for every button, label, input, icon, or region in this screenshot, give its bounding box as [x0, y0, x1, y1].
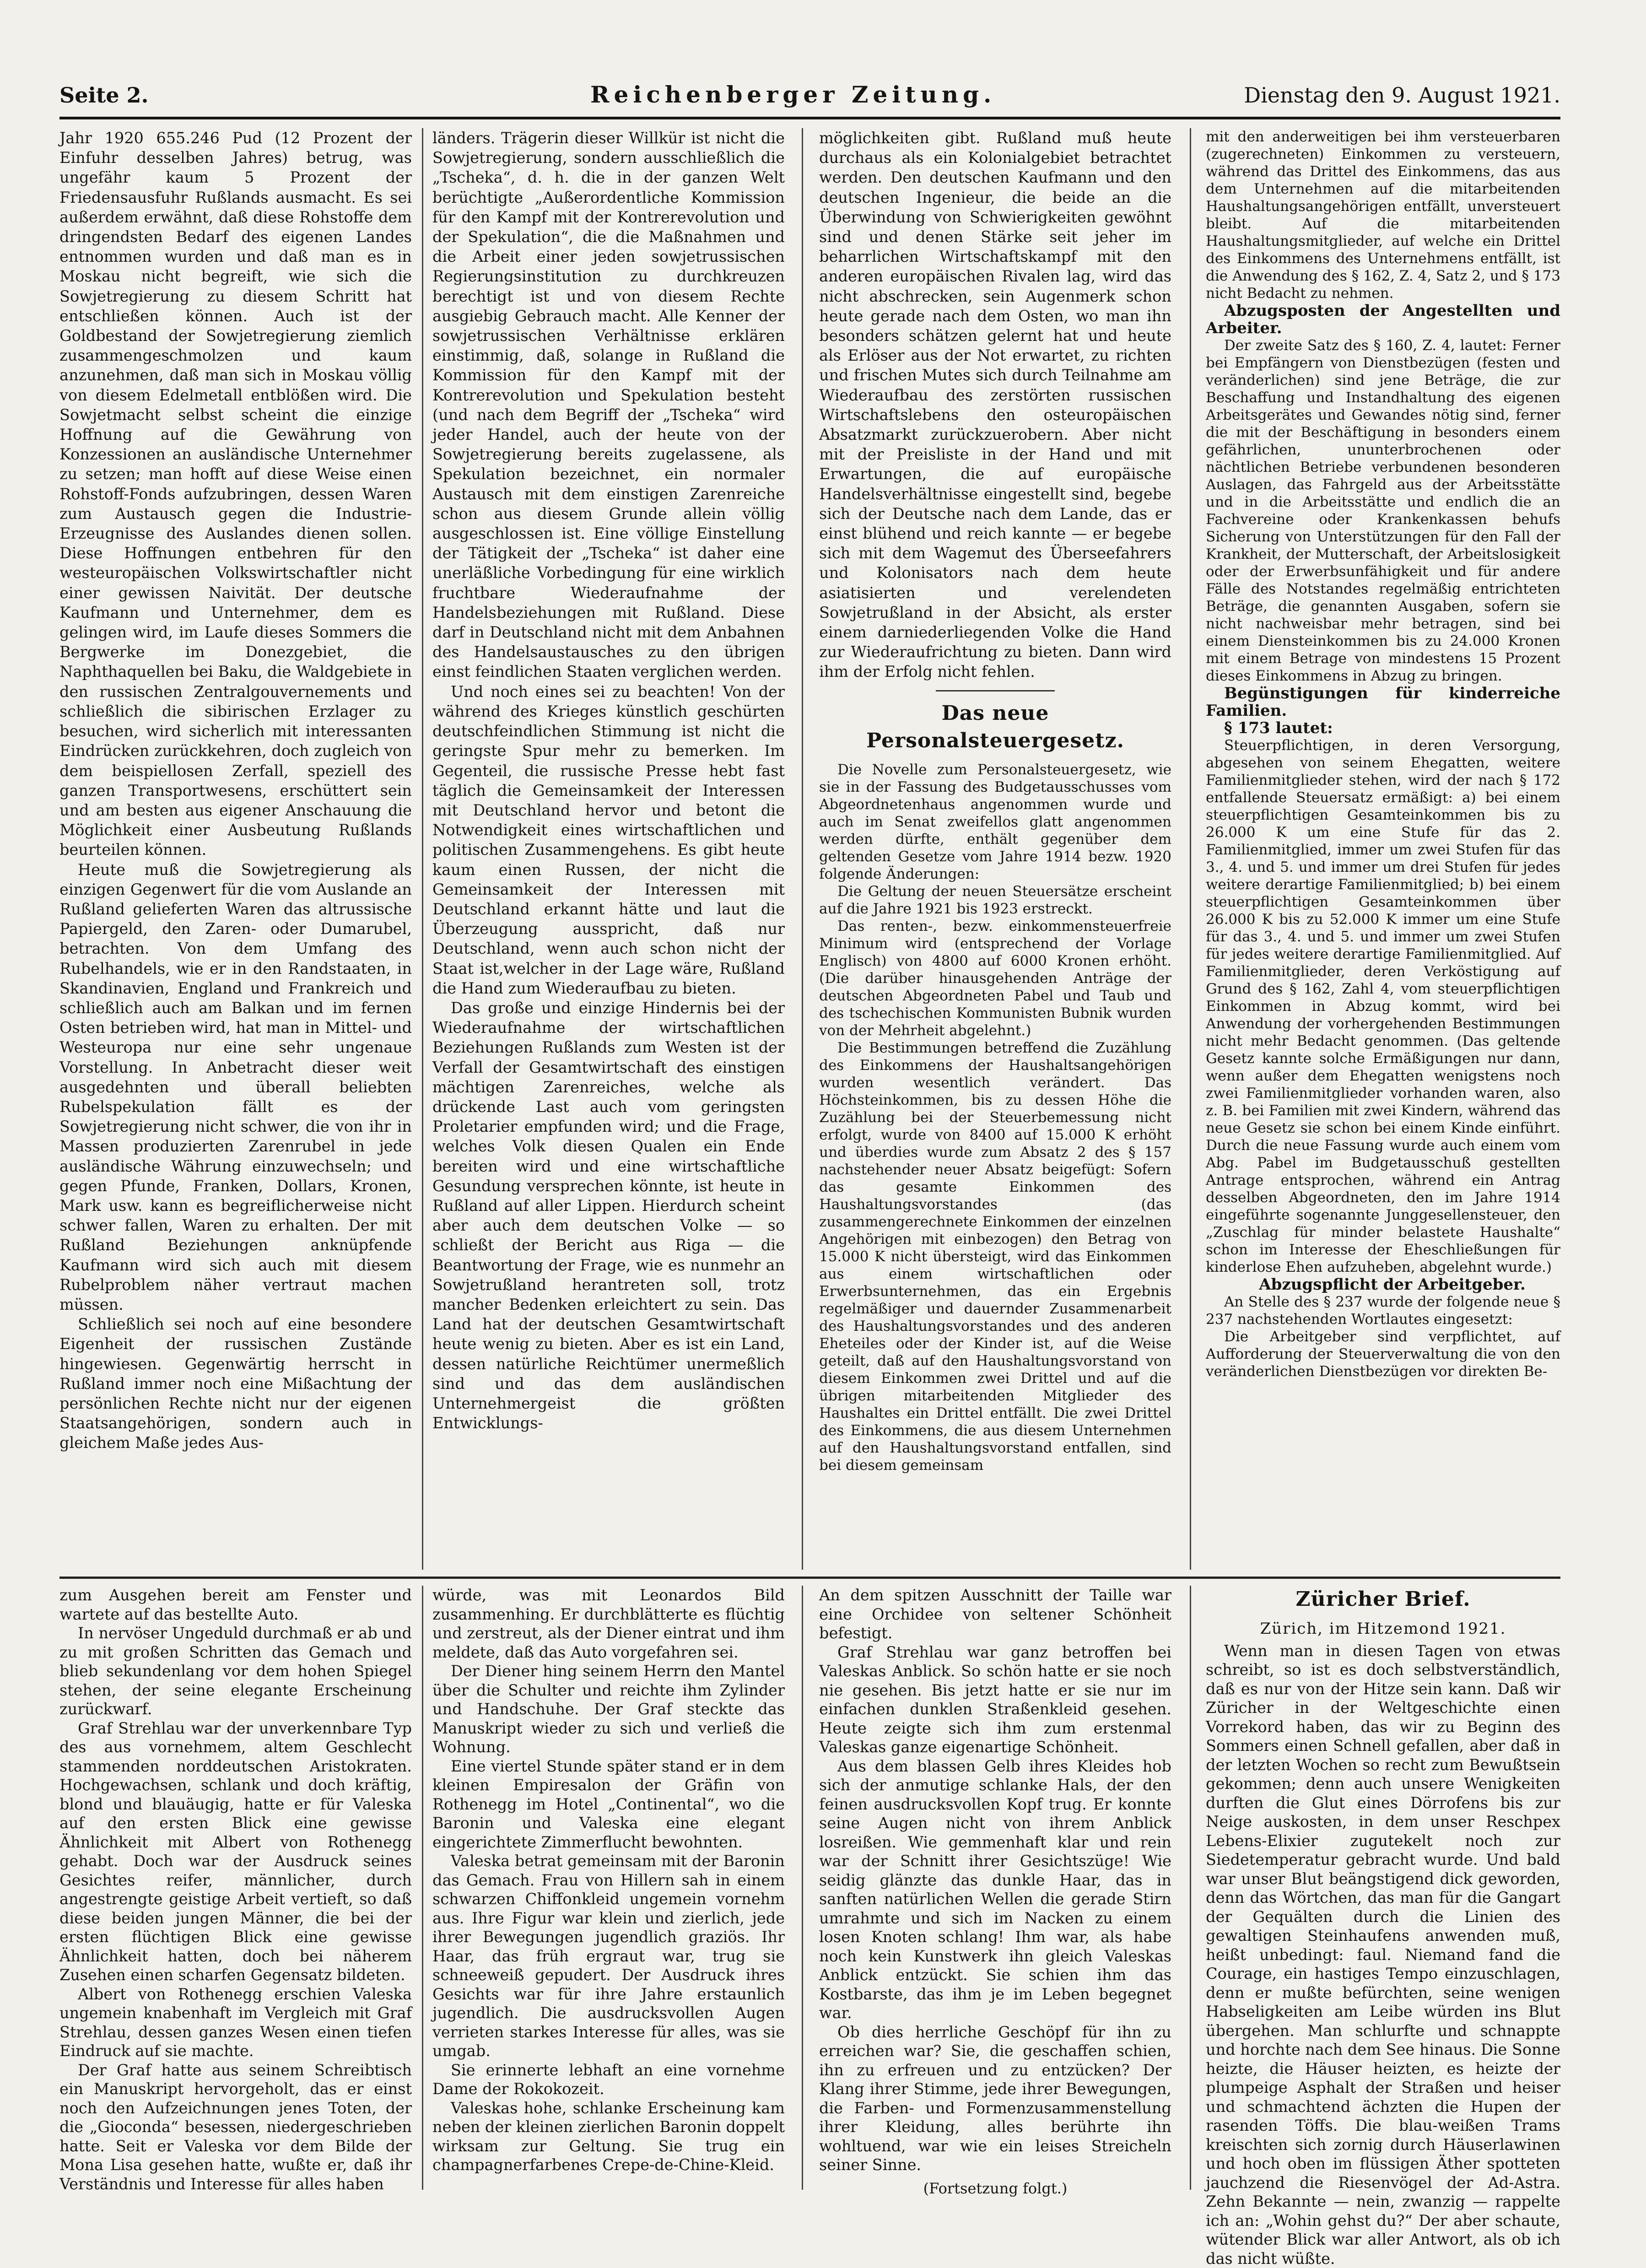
page-number: Seite 2. — [59, 83, 149, 108]
paragraph: würde, was mit Leonardos Bild zusammenhing. Er durchblätterte es flüchtig und zerstreut, als der Diener eintrat und ihm meldete, daß das Auto vorgefahren sei. — [432, 1586, 785, 1662]
feuilleton-column-1 — [59, 1586, 412, 2190]
paragraph: Schließlich sei noch auf eine besondere Eigenheit der russischen Zustände hingewiesen. Gegenwärtig herrscht in Rußland immer noch eine Mißachtung der persönlichen Rechte nicht nur der eigenen Staatsangehörigen, sondern auch in gleichem Maße jedes Aus- — [59, 1314, 412, 1453]
dateline: Zürich, im Hitzemond 1921. — [1206, 1620, 1560, 1639]
column-divider — [1190, 128, 1191, 1570]
section-subheading: § 173 lautet: — [1206, 719, 1560, 737]
column-divider — [422, 1586, 423, 2190]
paragraph: möglichkeiten gibt. Rußland muß heute durchaus als ein Kolonialgebiet betrachtet werden. Den deutschen Kaufmann und den deutschen Ingenieur, die beide an die Überwindung von Schwierigkeiten gewöhnt sind und denen Stärke seit jeher im beharrlichen Wirtschaftskampf mit den anderen europäischen Rivalen lag, wird das nicht abschrecken, sein Augenmerk schon heute gerade nach dem Osten, wo man ihn besonders schätzen gelernt hat und heute als Erlöser aus der Not erwartet, zu richten und frischen Mutes sich durch Teilnahme am Wiederaufbau des zerstörten russischen Wirtschaftslebens den osteuropäischen Absatzmarkt zurückzuerobern. Aber nicht mit der Preisliste in der Hand und mit Erwartungen, die auf europäische Handelsverhältnisse eingestellt sind, begebe sich der Deutsche nach dem Lande, das er einst blühend und reich kannte — er begebe sich mit dem Wagemut des Überseefahrers und Kolonisators nach dem heute asiatisierten und verelendeten Sowjetrußland in der Absicht, als erster einem darniederliegenden Volke die Hand zur Wiederaufrichtung zu bieten. Dann wird ihm der Erfolg nicht fehlen. — [819, 128, 1171, 682]
paragraph: Die Novelle zum Personalsteuergesetz, wie sie in der Fassung des Budgetausschusses vom Abgeordnetenhaus angenommen wurde und auch im Senat zweifellos glatt angenommen werden dürfte, enthält gegenüber dem geltenden Gesetze vom Jahre 1914 bezw. 1920 folgende Änderungen: — [819, 761, 1171, 883]
feuilleton-divider — [59, 1577, 1560, 1579]
feuilleton-column-3 — [819, 1586, 1171, 2190]
article-heading: Das neue Personalsteuergesetz. — [819, 700, 1171, 755]
article-column-3 — [819, 128, 1171, 1570]
paragraph: Eine viertel Stunde später stand er in dem kleinen Empiresalon der Gräfin von Rothenegg im Hotel „Continental“, wo die Baronin und Valeska eine elegant eingerichtete Zimmerflucht bewohnten. — [432, 1757, 785, 1852]
newspaper-title: Reichenberger Zeitung. — [590, 81, 996, 108]
paragraph: Valeskas hohe, schlanke Erscheinung kam neben der kleinen zierlichen Baronin doppelt wirksam zur Geltung. Sie trug ein champagnerfarbenes Crepe-de-Chine-Kleid. — [432, 2099, 785, 2175]
paragraph: Ob dies herrliche Geschöpf für ihn zu erreichen war? Sie, die geschaffen schien, ihn zu erfreuen und zu entzücken? Der Klang ihrer Stimme, jede ihrer Bewegungen, die Farben- und Formenzusammenstellung ihrer Kleidung, alles berührte ihn wohltuend, war wie ein leises Streicheln seiner Sinne. — [819, 2023, 1171, 2175]
issue-date: Dienstag den 9. August 1921. — [1244, 83, 1560, 108]
paragraph: An dem spitzen Ausschnitt der Taille war eine Orchidee von seltener Schönheit befestigt. — [819, 1586, 1171, 1643]
article-column-4 — [1206, 128, 1560, 1570]
article-body — [819, 761, 1171, 1474]
paragraph: Aus dem blassen Gelb ihres Kleides hob sich der anmutige schlanke Hals, der den feinen ausdrucksvollen Kopf trug. Er konnte seine Augen nicht von ihrem Anblick losreißen. Wie gemmenhaft klar und rein war der Schnitt ihrer Gesichtszüge! Wie seidig glänzte das dunkle Haar, das in sanften natürlichen Wellen die gerade Stirn umrahmte und sich im Nacken zu einem losen Knoten schlang! Ihm war, als habe noch kein Kunstwerk ihn gleich Valeskas Anblick entzückt. Sie schien ihm das Kostbarste, das ihm je im Leben begegnet war. — [819, 1757, 1171, 2023]
article-heading: Züricher Brief. — [1206, 1586, 1560, 1613]
column-divider — [422, 128, 423, 1570]
paragraph: Heute muß die Sowjetregierung als einzigen Gegenwert für die vom Auslande an Rußland gelieferten Waren das altrussische Papiergeld, den Zaren- oder Dumarubel, betrachten. Von dem Umfang des Rubelhandels, wie er in den Randstaaten, in Skandinavien, England und Frankreich und schließlich auch am Balkan und im fernen Osten betrieben wird, hat man in Mittel- und Westeuropa nur eine sehr ungenaue Vorstellung. In Anbetracht dieser weit ausgedehnten und überall beliebten Rubelspekulation fällt es der Sowjetregierung nicht schwer, die von ihr in Massen produzierten Zarenrubel in jede ausländische Währung einzuwechseln; und gegen Pfunde, Franken, Dollars, Kronen, Mark usw. kann es begreiflicherweise nicht schwer fallen, Waren zu erhalten. Der mit Rußland Beziehungen anknüpfende Kaufmann wird sich auch mit diesem Rubelproblem näher vertraut machen müssen. — [59, 860, 412, 1315]
column-divider — [802, 1586, 803, 2190]
paragraph: An Stelle des § 237 wurde der folgende neue § 237 nachstehenden Wortlautes eingesetzt: — [1206, 1293, 1560, 1328]
paragraph: Und noch eines sei zu beachten! Von der während des Krieges künstlich geschürten deutschfeindlichen Stimmung ist nicht die geringste Spur mehr zu bemerken. Im Gegenteil, die russische Presse hebt fast täglich die Gemeinsamkeit der Interessen mit Deutschland hervor und betont die Notwendigkeit eines wirtschaftlichen und politischen Zusammengehens. Es gibt heute kaum einen Russen, der nicht die Gemeinsamkeit der Interessen mit Deutschland erkannt hätte und laut die Überzeugung ausspricht, daß nur Deutschland, wenn auch schon nicht der Staat ist,welcher in der Lage wäre, Rußland die Hand zum Wiederaufbau zu bieten. — [432, 682, 785, 998]
paragraph: In nervöser Ungeduld durchmaß er ab und zu mit großen Schritten das Gemach und blieb sekundenlang vor dem hohen Spiegel stehen, der seine elegante Erscheinung zurückwarf. — [59, 1624, 412, 1719]
paragraph: Das renten-, bezw. einkommensteuerfreie Minimum wird (entsprechend der Vorlage Englisch) von 4800 auf 6000 Kronen erhöht. (Die darüber hinausgehenden Anträge der deutschen Abgeordneten Pabel und Taub und des tschechischen Kommunisten Bubnik wurden von der Mehrheit abgelehnt.) — [819, 918, 1171, 1039]
paragraph: Graf Strehlau war ganz betroffen bei Valeskas Anblick. So schön hatte er sie noch nie gesehen. Bis jetzt hatte er sie nur im einfachen dunklen Straßenkleid gesehen. Heute zeigte sich ihm zum erstenmal Valeskas ganze eigenartige Schönheit. — [819, 1643, 1171, 1757]
paragraph: Steuerpflichtigen, in deren Versorgung, abgesehen von seinem Ehegatten, weitere Familienmitglieder stehen, wird der nach § 172 entfallende Steuersatz ermäßigt: a) bei einem steuerpflichtigen Gesamteinkommen bis zu 26.000 K um eine Stufe für das 2. Familienmitglied, immer um zwei Stufen für das 3., 4. und 5. und immer um drei Stufen für jedes weitere derartige Familienmitglied; b) bei einem steuerpflichtigen Gesamteinkommen über 26.000 K bis zu 52.000 K immer um eine Stufe für das 3., 4. und 5. und immer um zwei Stufen für jedes weitere derartige Familienmitglied. Auf Familienmitglieder, deren Verköstigung auf Grund des § 162, Zahl 4, vom steuerpflichtigen Einkommen in Abzug kommt, wird bei Anwendung der vorhergehenden Bestimmungen nicht mehr Bedacht genommen. (Das geltende Gesetz kannte solche Ermäßigungen nur dann, wenn außer dem Ehegatten wenigstens noch zwei Familienmitglieder vorhanden waren, also z. B. bei Familien mit zwei Kindern, während das neue Gesetz sie schon bei einem Kinde einführt. Durch die neue Fassung wurde auch einem vom Abg. Pabel im Budgetausschuß gestellten Antrage entsprochen, während ein Antrag desselben Abgeordneten, den im Jahre 1914 eingeführte sogenannte Junggesellensteuer, den „Zuschlag für minder belastete Haushalte“ schon im Interesse der Eheschließungen für kinderlose Ehen aufzuheben, abgelehnt wurde.) — [1206, 737, 1560, 1276]
masthead — [59, 80, 1560, 119]
article-column-2 — [432, 128, 785, 1570]
article-separator — [936, 690, 1055, 691]
feuilleton-column-4 — [1206, 1586, 1560, 2190]
paragraph: Der Graf hatte aus seinem Schreibtisch ein Manuskript hervorgeholt, das er einst noch den Aufzeichnungen jenes Toten, der die „Gioconda“ besessen, niedergeschrieben hatte. Seit er Valeska vor dem Bilde der Mona Lisa gesehen hatte, wußte er, daß ihr Verständnis und Interesse für alles haben — [59, 2061, 412, 2194]
paragraph: Der zweite Satz des § 160, Z. 4, lautet: Ferner bei Empfängern von Dienstbezügen (festen und veränderlichen) sind jene Beträge, die zur Beschaffung und Instandhaltung des eigenen Arbeitsgerätes und Gewandes nötig sind, ferner die mit der Beschäftigung in besonders einem gefährlichen, ununterbrochenen oder nächtlichen Betriebe verbundenen besonderen Auslagen, das Fahrgeld aus der Arbeitsstätte und in die Arbeitsstätte und endlich die an Fachvereine oder Krankenkassen behufs Sicherung von Unterstützungen für den Fall der Krankheit, der Mutterschaft, der Arbeitslosigkeit oder der Erwerbsunfähigkeit und für andere Fälle des Notstandes regelmäßig entrichteten Beträge, die genannten Ausgaben, sofern sie nicht nachweisbar mehr betragen, sind bei einem Diensteinkommen bis zu 24.000 Kronen mit einem Betrage von mindestens 15 Prozent dieses Einkommens in Abzug zu bringen. — [1206, 337, 1560, 685]
paragraph: mit den anderweitigen bei ihm versteuerbaren (zugerechneten) Einkommen zu versteuern, während das Drittel des Einkommens, das aus dem Unternehmen auf die mitarbeitenden Haushaltungsangehörigen entfällt, unversteuert bleibt. Auf die mitarbeitenden Haushaltungsmitglieder, auf welche ein Drittel des Einkommens des Unternehmens entfällt, ist die Anwendung des § 162, Z. 4, Satz 2, und § 173 nicht Bedacht zu nehmen. — [1206, 128, 1560, 302]
paragraph: länders. Trägerin dieser Willkür ist nicht die Sowjetregierung, sondern ausschließlich die „Tscheka“, d. h. die in der ganzen Welt berüchtigte „Außerordentliche Kommission für den Kampf mit der Kontrerevolution und der Spekulation“, die die Maßnahmen und die Arbeit einer jeden sowjetrussischen Regierungsinstitution zu durchkreuzen berechtigt ist und von diesem Rechte ausgiebig Gebrauch macht. Alle Kenner der sowjetrussischen Verhältnisse erklären einstimmig, daß, solange in Rußland die Kommission für den Kampf mit der Kontrerevolution und Spekulation besteht (und nach dem Begriff der „Tscheka“ wird jeder Handel, auch der heute von der Sowjetregierung bereits zugelassene, als Spekulation bezeichnet, ein normaler Austausch mit dem einstigen Zarenreiche schon aus diesem Grunde allein völlig ausgeschlossen ist. Eine völlige Einstellung der Tätigkeit der „Tscheka“ ist daher eine unerläßliche Vorbedingung für eine wirklich fruchtbare Wiederaufnahme der Handelsbeziehungen mit Rußland. Diese darf in Deutschland nicht mit dem Anbahnen des Handelsaustausches zu den übrigen einst feindlichen Staaten verglichen werden. — [432, 128, 785, 682]
paragraph: zum Ausgehen bereit am Fenster und wartete auf das bestellte Auto. — [59, 1586, 412, 1624]
continuation-note: (Fortsetzung folgt.) — [819, 2179, 1171, 2198]
paragraph: Die Geltung der neuen Steuersätze erscheint auf die Jahre 1921 bis 1923 erstreckt. — [819, 883, 1171, 918]
section-subheading: Abzugspflicht der Arbeitgeber. — [1206, 1276, 1560, 1293]
column-divider — [802, 128, 803, 1570]
column-divider — [1190, 1586, 1191, 2190]
section-subheading: Abzugsposten der Angestellten und Arbeiter. — [1206, 302, 1560, 337]
feuilleton-column-2 — [432, 1586, 785, 2190]
paragraph: Wenn man in diesen Tagen von etwas schreibt, so ist es doch selbstverständlich, daß es nur von der Hitze sein kann. Daß wir Züricher in der Weltgeschichte einen Vorrekord haben, das wir zu Beginn des Sommers einen Schnell gefallen, aber daß in der letzten Wochen so recht zum Bewußtsein gekommen; denn auch unsere Wenigkeiten durften die Glut eines Dörrofens bis zur Neige auskosten, in dem unser Reschpex Lebens-Elixier zugutekelt noch zur Siedetemperatur gebracht wurde. Und bald war unser Blut beängstigend dick geworden, denn das Wörtchen, das man für die Gangart der Gequälten durch die Linien des gewaltigen Steinhaufens anwenden muß, heißt unbedingt: faul. Niemand fand die Courage, ein hastiges Tempo einzuschlagen, denn er mußte befürchten, seine wenigen Habseligkeiten am Leibe würden ins Blut übergehen. Man schlurfte und schnappte und horchte nach dem See hinaus. Die Sonne heizte, die Häuser heizten, es heizte der plumpeige Asphalt der Straßen und heiser und schmachtend ächzten die Hupen der rasenden Töffs. Die blau-weißen Trams kreischten sich zornig durch Häuserlawinen und hoch oben im flüssigen Äther spotteten jauchzend die Riesenvögel der Ad-Astra. Zehn Bekannte — nein, zwanzig — rappelte ich an: „Wohin gehst du?“ Der aber schaute, wütender Blick war aller Antwort, als ob ich das nicht wüßte. — [1206, 1642, 1560, 2268]
paragraph: Graf Strehlau war der unverkennbare Typ des aus vornehmem, altem Geschlecht stammenden norddeutschen Aristokraten. Hochgewachsen, schlank und doch kräftig, blond und blauäugig, hatte er für Valeska auf den ersten Blick eine gewisse Ähnlichkeit mit Albert von Rothenegg gehabt. Doch war der Ausdruck seines Gesichtes reifer, männlicher, durch angestrengte geistige Arbeit vertieft, so daß diese beiden jungen Männer, die bei der ersten flüchtigen Blick eine gewisse Ähnlichkeit hatten, doch bei näherem Zusehen einen scharfen Gegensatz bildeten. — [59, 1719, 412, 1985]
article-column-1 — [59, 128, 412, 1570]
section-subheading: Begünstigungen für kinderreiche Familien. — [1206, 685, 1560, 719]
paragraph: Das große und einzige Hindernis bei der Wiederaufnahme der wirtschaftlichen Beziehungen Rußlands zum Westen ist der Verfall der Gesamtwirtschaft des einstigen mächtigen Zarenreiches, welche als drückende Last auch vom geringsten Proletarier empfunden wird; und die Frage, welches Volk diesen Qualen ein Ende bereiten wird und eine wirtschaftliche Gesundung versprechen könnte, ist heute in Rußland auf aller Lippen. Hierdurch scheint aber auch dem deutschen Volke — so schließt der Bericht aus Riga — die Beantwortung der Frage, wie es nunmehr an Sowjetrußland herantreten soll, trotz mancher Bedenken erleichtert zu sein. Das Land hat der deutschen Gesamtwirtschaft heute wenig zu bieten. Aber es ist ein Land, dessen natürliche Reichtümer unermeßlich sind und das dem ausländischen Unternehmergeist die größten Entwicklungs- — [432, 998, 785, 1433]
paragraph: Die Arbeitgeber sind verpflichtet, auf Aufforderung der Steuerverwaltung die von den veränderlichen Dienstbezügen vor direkten Be- — [1206, 1328, 1560, 1380]
paragraph: Valeska betrat gemeinsam mit der Baronin das Gemach. Frau von Hillern sah in einem schwarzen Chiffonkleid ungemein vornehm aus. Ihre Figur war klein und zierlich, jede ihrer Bewegungen jugendlich graziös. Ihr Haar, das früh ergraut war, trug sie schneeweiß gepudert. Der Ausdruck ihres Gesichts war für ihre Jahre erstaunlich jugendlich. Die ausdrucksvollen Augen verrieten starkes Interesse für alles, was sie umgab. — [432, 1852, 785, 2061]
paragraph: Jahr 1920 655.246 Pud (12 Prozent der Einfuhr desselben Jahres) betrug, was ungefähr kaum 5 Prozent der Friedensausfuhr Rußlands ausmacht. Es sei außerdem erwähnt, daß diese Rohstoffe dem dringendsten Bedarf des eigenen Landes entnommen wurden und daß man es in Moskau nicht begreift, wie sich die Sowjetregierung zu diesem Schritt hat entschließen können. Auch ist der Goldbestand der Sowjetregierung ziemlich zusammengeschmolzen und kaum anzunehmen, daß man sich in Moskau völlig von diesem Edelmetall entblößen wird. Die Sowjetmacht selbst scheint die einzige Hoffnung auf die Gewährung von Konzessionen an ausländische Unternehmer zu setzen; man hofft auf diese Weise einen Rohstoff-Fonds aufzubringen, dessen Waren zum Austausch gegen die Industrie-Erzeugnisse des Auslandes dienen sollen. Diese Hoffnungen entbehren für den westeuropäischen Volkswirtschaftler nicht einer gewissen Naivität. Der deutsche Kaufmann und Unternehmer, dem es gelingen wird, im Laufe dieses Sommers die Bergwerke im Donezgebiet, die Naphthaquellen bei Baku, die Waldgebiete in den russischen Zentralgouvernements und schließlich die sibirischen Erzlager zu besuchen, wird sicherlich mit interessanten Eindrücken zurückkehren, doch zugleich von dem beispiellosen Zerfall, speziell des ganzen Transportwesens, erschüttert sein und am besten aus eigener Anschauung die Möglichkeit einer Ausbeutung Rußlands beurteilen können. — [59, 128, 412, 860]
paragraph: Albert von Rothenegg erschien Valeska ungemein knabenhaft im Vergleich mit Graf Strehlau, dessen ganzes Wesen einen tiefen Eindruck auf sie machte. — [59, 1985, 412, 2061]
paragraph: Sie erinnerte lebhaft an eine vornehme Dame der Rokokozeit. — [432, 2061, 785, 2099]
paragraph: Der Diener hing seinem Herrn den Mantel über die Schulter und reichte ihm Zylinder und Handschuhe. Der Graf steckte das Manuskript wieder zu sich und verließ die Wohnung. — [432, 1662, 785, 1757]
newspaper-page — [59, 80, 1560, 2194]
paragraph: Die Bestimmungen betreffend die Zuzählung des Einkommens der Haushaltsangehörigen wurden wesentlich verändert. Das Höchsteinkommen, bis zu dessen Höhe die Zuzählung bei der Steuerbemessung nicht erfolgt, wurde von 8400 auf 15.000 K erhöht und überdies wurde zum Absatz 2 des § 157 nachstehender neuer Absatz beigefügt: Sofern das gesamte Einkommen des Haushaltungsvorstandes (das zusammengerechnete Einkommen der einzelnen Angehörigen mit einbezogen) den Betrag von 15.000 K nicht übersteigt, wird das Einkommen aus einem wirtschaftlichen oder Erwerbsunternehmen, das ein Ergebnis regelmäßiger und dauernder Zusammenarbeit des Haushaltungsvorstandes und des anderen Eheteiles oder der Kinder ist, auf die Weise geteilt, daß auf den Haushaltungsvorstand von diesem Einkommen zwei Drittel und auf die übrigen mitarbeitenden Mitglieder des Haushaltes ein Drittel entfällt. Die zwei Drittel des Einkommens, die aus diesem Unternehmen auf den Haushaltungsvorstand entfallen, sind bei diesem gemeinsam — [819, 1039, 1171, 1474]
